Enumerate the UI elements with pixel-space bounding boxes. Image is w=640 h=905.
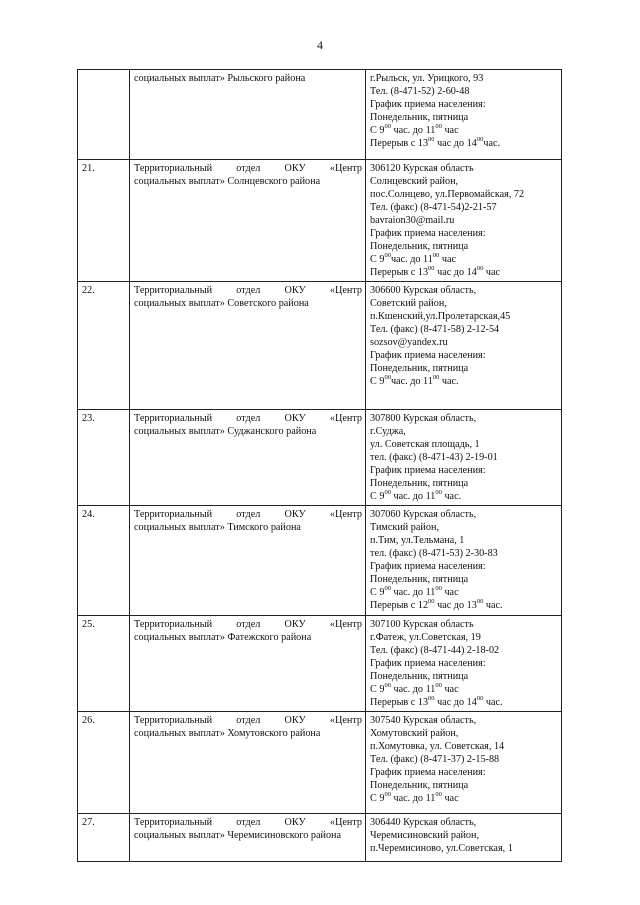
minutes-superscript: 00	[428, 598, 435, 605]
institution-name-line1: Территориальный отдел ОКУ «Центр	[134, 817, 362, 828]
contact-line: Тел. (факс) (8-471-58) 2-12-54	[370, 324, 500, 335]
contact-info	[366, 160, 562, 282]
minutes-superscript: 00	[384, 489, 391, 496]
institution-name-line1: Территориальный отдел ОКУ «Центр	[134, 509, 362, 520]
contact-line: Понедельник, пятница	[370, 671, 469, 682]
institution-name-line2: социальных выплат» Солнцевского района	[134, 176, 321, 187]
minutes-superscript: 00	[476, 265, 484, 272]
time-text: час	[439, 254, 457, 265]
contact-line: 306440 Курская область,	[370, 817, 477, 828]
time-text: час. до 11	[390, 376, 433, 387]
contact-line: г.Рыльск, ул. Урицкого, 93	[370, 73, 484, 84]
contact-line: График приема населения:	[370, 561, 486, 572]
row-number: 25.	[78, 616, 130, 712]
institution-name-line2: социальных выплат» Фатежского района	[134, 632, 312, 643]
row-number: 23.	[78, 410, 130, 506]
contact-line: Понедельник, пятница	[370, 780, 469, 791]
institution-name	[130, 160, 366, 282]
time-text: час.	[483, 138, 501, 149]
contact-line: ул. Советская площадь, 1	[370, 439, 480, 450]
institution-name-line2: социальных выплат» Рыльского района	[134, 73, 306, 84]
time-text: час до 14	[434, 138, 477, 149]
minutes-superscript: 00	[384, 682, 391, 689]
schedule-hours	[370, 683, 558, 696]
contact-line: sozsov@yandex.ru	[370, 337, 448, 348]
contact-line: 307540 Курская область,	[370, 715, 477, 726]
row-number: 24.	[78, 506, 130, 616]
row-number: 27.	[78, 814, 130, 862]
minutes-superscript: 00	[435, 489, 442, 496]
time-text: час. до 11	[390, 254, 433, 265]
table-row	[78, 506, 562, 616]
contact-line: Понедельник, пятница	[370, 112, 469, 123]
time-text: час	[483, 267, 501, 278]
contact-info	[366, 410, 562, 506]
schedule-hours	[370, 253, 558, 266]
minutes-superscript: 00	[384, 791, 391, 798]
contact-line: 307060 Курская область,	[370, 509, 477, 520]
institution-name-line2: социальных выплат» Тимского района	[134, 522, 301, 533]
time-text: час	[441, 587, 459, 598]
contact-line: Хомутовский район,	[370, 728, 459, 739]
contact-line: п.Кшенский,ул.Пролетарская,45	[370, 311, 511, 322]
contact-line: График приема населения:	[370, 99, 486, 110]
institution-name	[130, 410, 366, 506]
minutes-superscript: 00	[428, 265, 435, 272]
minutes-superscript: 00	[428, 136, 435, 143]
row-number	[78, 70, 130, 160]
institution-name-line2: социальных выплат» Суджанского района	[134, 426, 317, 437]
contact-line: тел. (факс) (8-471-53) 2-30-83	[370, 548, 498, 559]
time-text: С 9	[370, 793, 385, 804]
time-text: час до 13	[434, 600, 477, 611]
time-text: час.	[439, 376, 459, 387]
minutes-superscript: 00	[435, 585, 442, 592]
contact-line: 307100 Курская область	[370, 619, 474, 630]
minutes-superscript: 00	[476, 136, 484, 143]
minutes-superscript: 00	[384, 123, 391, 130]
time-text: С 9	[370, 125, 385, 136]
minutes-superscript: 00	[435, 682, 442, 689]
minutes-superscript: 00	[428, 695, 435, 702]
minutes-superscript: 00	[476, 598, 484, 605]
institution-name	[130, 506, 366, 616]
minutes-superscript: 00	[384, 252, 391, 259]
time-text: час	[441, 125, 459, 136]
break-hours	[370, 137, 558, 150]
schedule-hours	[370, 124, 558, 137]
time-text: час. до 11	[390, 491, 436, 502]
row-number: 22.	[78, 282, 130, 410]
time-text: Перерыв с 12	[370, 600, 429, 611]
time-text: час	[441, 793, 459, 804]
time-text: С 9	[370, 376, 385, 387]
time-text: Перерыв с 13	[370, 138, 429, 149]
institution-name	[130, 616, 366, 712]
time-text: час	[441, 684, 459, 695]
contact-line: 306120 Курская область	[370, 163, 474, 174]
time-text: Перерыв с 13	[370, 267, 429, 278]
institution-name	[130, 70, 366, 160]
schedule-hours	[370, 375, 558, 388]
institution-name-line2: социальных выплат» Черемисиновского района	[134, 830, 342, 841]
contact-info	[366, 814, 562, 862]
table-row	[78, 616, 562, 712]
table-row	[78, 160, 562, 282]
institution-name-line1: Территориальный отдел ОКУ «Центр	[134, 285, 362, 296]
time-text: час до 14	[434, 697, 477, 708]
institution-name-line1: Территориальный отдел ОКУ «Центр	[134, 413, 362, 424]
contact-line: Тел. (8-471-52) 2-60-48	[370, 86, 470, 97]
schedule-hours	[370, 792, 558, 805]
contact-line: Понедельник, пятница	[370, 478, 469, 489]
minutes-superscript: 00	[432, 374, 440, 381]
contact-line: Понедельник, пятница	[370, 574, 469, 585]
break-hours	[370, 599, 558, 612]
row-number: 21.	[78, 160, 130, 282]
time-text: С 9	[370, 587, 385, 598]
table-row	[78, 282, 562, 410]
time-text: час. до 11	[390, 684, 436, 695]
contact-info	[366, 506, 562, 616]
schedule-hours	[370, 586, 558, 599]
institution-name-line1: Территориальный отдел ОКУ «Центр	[134, 163, 362, 174]
institution-name-line2: социальных выплат» Советского района	[134, 298, 309, 309]
contact-info	[366, 70, 562, 160]
time-text: С 9	[370, 254, 385, 265]
contact-line: График приема населения:	[370, 350, 486, 361]
contact-line: п.Хомутовка, ул. Советская, 14	[370, 741, 505, 752]
contact-line: п.Тим, ул.Тельмана, 1	[370, 535, 465, 546]
contact-line: 307800 Курская область,	[370, 413, 477, 424]
time-text: час. до 11	[390, 793, 436, 804]
time-text: Перерыв с 13	[370, 697, 429, 708]
institution-name	[130, 282, 366, 410]
break-hours	[370, 266, 558, 279]
contact-line: График приема населения:	[370, 465, 486, 476]
contact-info	[366, 616, 562, 712]
time-text: час до 14	[434, 267, 477, 278]
time-text: час.	[483, 697, 503, 708]
time-text: час. до 11	[390, 587, 436, 598]
contact-line: График приема населения:	[370, 767, 486, 778]
time-text: час. до 11	[390, 125, 436, 136]
contact-info	[366, 282, 562, 410]
time-text: С 9	[370, 491, 385, 502]
institution-name-line1: Территориальный отдел ОКУ «Центр	[134, 619, 362, 630]
contact-line: Понедельник, пятница	[370, 241, 469, 252]
contact-line: 306600 Курская область,	[370, 285, 477, 296]
minutes-superscript: 00	[432, 252, 440, 259]
contact-line: п.Черемисиново, ул.Советская, 1	[370, 843, 513, 854]
time-text: час.	[441, 491, 462, 502]
institutions-table	[77, 69, 562, 862]
contact-line: График приема населения:	[370, 658, 486, 669]
contact-line: Черемисиновский район,	[370, 830, 480, 841]
contact-line: г.Суджа,	[370, 426, 406, 437]
contact-line: пос.Солнцево, ул.Первомайская, 72	[370, 189, 525, 200]
break-hours	[370, 696, 558, 709]
minutes-superscript: 00	[384, 374, 391, 381]
schedule-hours	[370, 490, 558, 503]
row-number: 26.	[78, 712, 130, 814]
minutes-superscript: 00	[435, 791, 442, 798]
contact-line: тел. (факс) (8-471-43) 2-19-01	[370, 452, 498, 463]
time-text: час.	[483, 600, 503, 611]
table-row	[78, 70, 562, 160]
institution-name-line1: Территориальный отдел ОКУ «Центр	[134, 715, 362, 726]
contact-line: Тел. (факс) (8-471-44) 2-18-02	[370, 645, 500, 656]
table-row	[78, 712, 562, 814]
contact-line: Солнцевский район,	[370, 176, 459, 187]
contact-line: bavraion30@mail.ru	[370, 215, 455, 226]
institution-name	[130, 712, 366, 814]
contact-line: Советский район,	[370, 298, 447, 309]
contact-line: Тел. (факс) (8-471-37) 2-15-88	[370, 754, 500, 765]
contact-line: г.Фатеж, ул.Советская, 19	[370, 632, 481, 643]
minutes-superscript: 00	[384, 585, 391, 592]
contact-line: Понедельник, пятница	[370, 363, 469, 374]
table-row	[78, 410, 562, 506]
minutes-superscript: 00	[435, 123, 442, 130]
page-number: 4	[317, 38, 323, 52]
contact-line: Тел. (факс) (8-471-54)2-21-57	[370, 202, 497, 213]
institution-name	[130, 814, 366, 862]
contact-line: Тимский район,	[370, 522, 439, 533]
table-row	[78, 814, 562, 862]
contact-info	[366, 712, 562, 814]
institution-name-line2: социальных выплат» Хомутовского района	[134, 728, 321, 739]
contact-line: График приема населения:	[370, 228, 486, 239]
time-text: С 9	[370, 684, 385, 695]
minutes-superscript: 00	[476, 695, 484, 702]
